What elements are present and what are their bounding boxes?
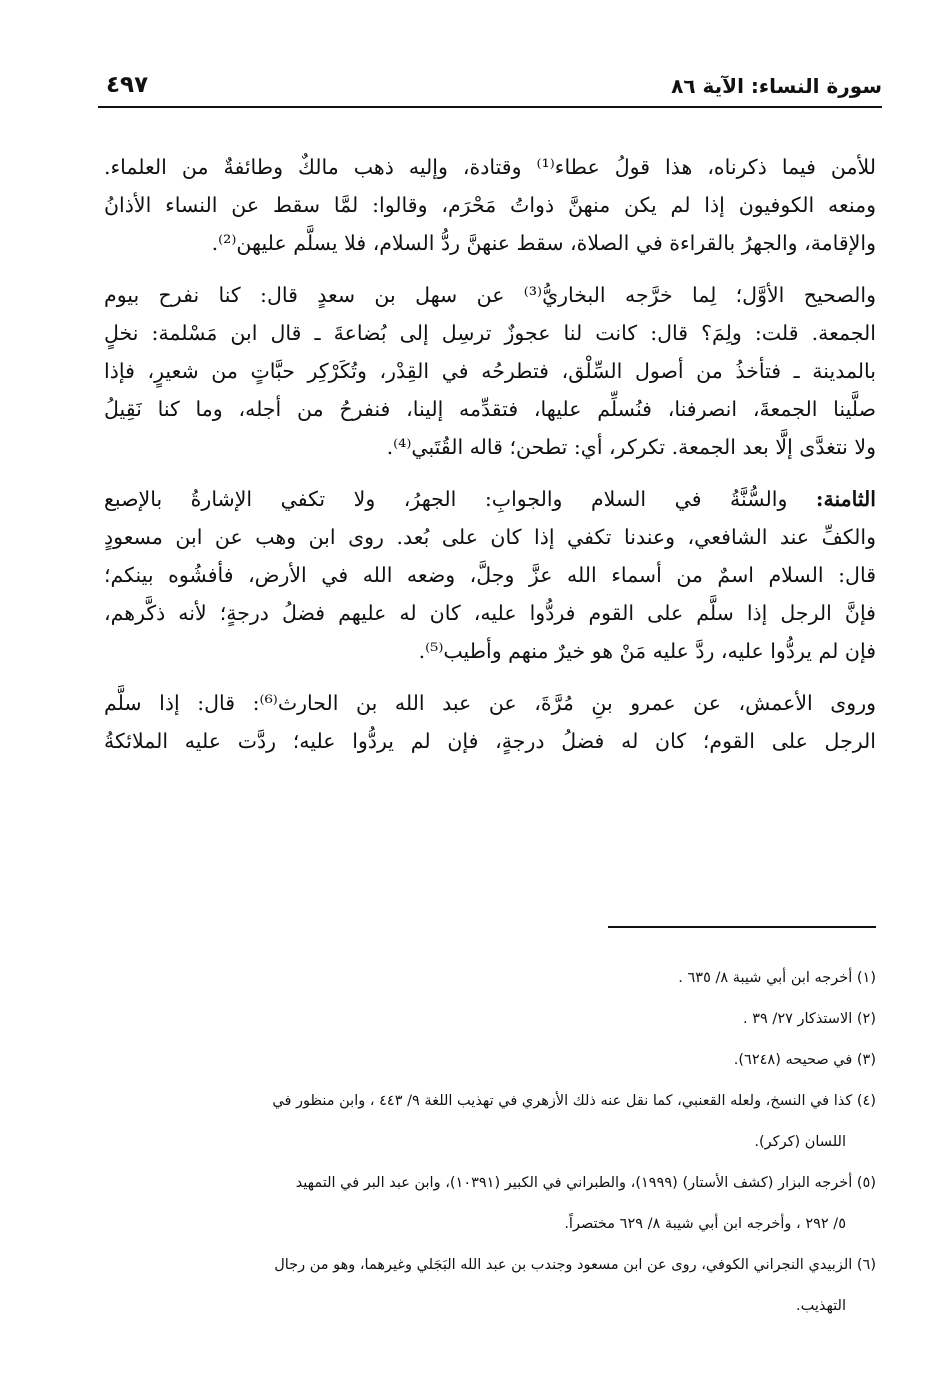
text-line: ولا نتغدَّى إلَّا بعد الجمعة. تكركر، أي: تطحن؛ قاله القُتَبي⁽⁴⁾. [386,435,876,459]
text-line: والكفِّ عند الشافعي، وعندنا تكفي إذا كان على بُعد. روى ابن وهب عن ابن مسعودٍ [104,525,876,549]
footnote-separator [608,926,876,928]
text-line: الجمعة. قلت: ولِمَ؟ قال: كانت لنا عجوزٌ ترسِل إلى بُضاعةَ ـ قال ابن مَسْلمة: نخلٍ [104,321,876,345]
text-line: قال: السلام اسمٌ من أسماء الله عزَّ وجلَّ، وضعه الله في الأرض، فأفشُوه بينكم؛ [104,563,876,587]
running-title: سورة النساء: الآية ٨٦ [671,74,882,98]
paragraph [104,684,876,760]
paragraph [104,148,876,262]
footnote: (١) أخرجه ابن أبي شيبة ٨/ ٦٣٥ . [678,970,876,986]
paragraph [104,480,876,670]
text-line: الرجل على القوم؛ كان له فضلُ درجةٍ، فإن لم يردُّوا عليه؛ ردَّت عليه الملائكةُ [104,729,876,753]
page-header [98,60,882,108]
main-text [104,148,876,774]
text-line: للأمن فيما ذكرناه، هذا قولُ عطاء⁽¹⁾ وقتادة، وإليه ذهب مالكٌ وطائفةٌ من العلماء. [104,155,876,179]
footnote: (٢) الاستذكار ٢٧/ ٣٩ . [743,1011,876,1027]
section-lead: الثامنة: [815,487,876,511]
footnote-continuation: ٥/ ٢٩٢ ، وأخرجه ابن أبي شيبة ٨/ ٦٢٩ مختصراً. [564,1216,846,1232]
text-line: والإقامة، والجهرُ بالقراءة في الصلاة، سقط عنهنَّ ردُّ السلام، فلا يسلَّم عليهن⁽²⁾. [211,231,876,255]
text-line: بالمدينة ـ فتأخذُ من أصول السِّلْق، فتطرحُه في القِدْر، وتُكَرْكِر حبَّاتٍ من شعيرٍ، فإذا [104,359,876,383]
text-line: ومنعه الكوفيون إذا لم يكن منهنَّ ذواتُ مَحْرَم، وقالوا: لمَّا سقط عن النساء الأذانُ [104,193,876,217]
footnote: (٦) الزبيدي النجراني الكوفي، روى عن ابن مسعود وجندب بن عبد الله البَجَلي وغيرهما، وهو من رجال [274,1257,876,1273]
footnote: (٤) كذا في النسخ، ولعله القعنبي، كما نقل عنه ذلك الأزهري في تهذيب اللغة ٩/ ٤٤٣ ، وابن منظور في [272,1093,876,1109]
header-rule [98,106,882,108]
text-line: فإن لم يردُّوا عليه، ردَّ عليه مَنْ هو خيرٌ منهم وأطيب⁽⁵⁾. [418,639,876,663]
footnotes [104,958,876,1327]
text-line [104,480,876,518]
text-line: صلَّينا الجمعةَ، انصرفنا، فنُسلِّم عليها، فتقدِّمه إلينا، فنفرحُ من أجله، وما كنا نَقِيلُ [104,397,876,421]
text-line: والصحيح الأوَّل؛ لِما خرَّجه البخاريُّ⁽³⁾ عن سهل بن سعدٍ قال: كنا نفرح بيوم [104,283,876,307]
text-line-rest: والسُّنَّةُ في السلام والجوابِ: الجهرُ، ولا تكفي الإشارةُ بالإصبع [104,487,816,511]
text-line: فإنَّ الرجل إذا سلَّم على القوم فردُّوا عليه، كان له عليهم فضلُ درجةٍ؛ لأنه ذكَّرهم، [104,601,876,625]
paragraph [104,276,876,466]
footnote: (٥) أخرجه البزار (كشف الأستار) (١٩٩٩)، والطبراني في الكبير (١٠٣٩١)، وابن عبد البر في التمهيد [295,1175,876,1191]
footnote: (٣) في صحيحه (٦٢٤٨). [733,1052,876,1068]
text-line: وروى الأعمش، عن عمرو بنِ مُرَّةَ، عن عبد الله بن الحارث⁽⁶⁾: قال: إذا سلَّم [104,691,877,715]
footnote-continuation: التهذيب. [796,1298,846,1314]
footnote-continuation: اللسان (كركر). [754,1134,846,1150]
page-number: ٤٩٧ [106,72,149,98]
